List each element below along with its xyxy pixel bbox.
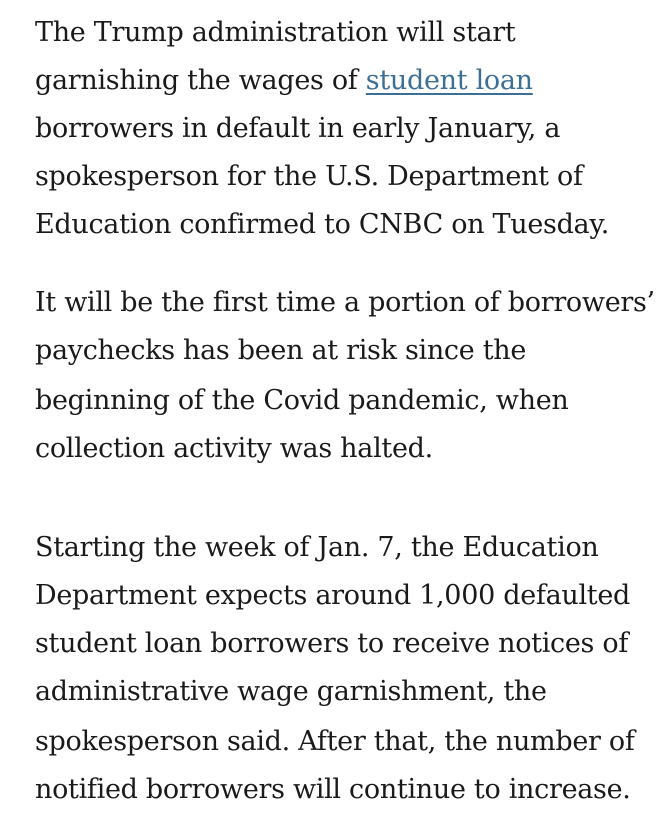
paragraph-line	[35, 65, 533, 97]
paragraph-line: Education confirmed to CNBC on Tuesday.	[35, 209, 610, 240]
paragraph-line: beginning of the Covid pandemic, when	[35, 385, 569, 416]
paragraph-text: garnishing the wages of	[35, 65, 366, 96]
paragraph-line: administrative wage garnishment, the	[35, 676, 547, 707]
paragraph-line: The Trump administration will start	[35, 17, 516, 48]
paragraph-line: notified borrowers will continue to increase.	[35, 774, 631, 805]
student-loan-link[interactable]: student loan	[365, 65, 533, 96]
paragraph-line: collection activity was halted.	[35, 433, 433, 464]
paragraph-line: paychecks has been at risk since the	[35, 335, 527, 366]
paragraph-line: spokesperson said. After that, the number of	[35, 726, 635, 757]
paragraph-line: borrowers in default in early January, a	[35, 113, 561, 144]
paragraph-line: Starting the week of Jan. 7, the Education	[35, 532, 599, 563]
paragraph-line: It will be the first time a portion of borrowers’	[35, 287, 655, 318]
paragraph-line: student loan borrowers to receive notices of	[35, 628, 629, 659]
paragraph-line: Department expects around 1,000 defaulted	[35, 580, 631, 611]
paragraph-line: spokesperson for the U.S. Department of	[35, 161, 583, 192]
